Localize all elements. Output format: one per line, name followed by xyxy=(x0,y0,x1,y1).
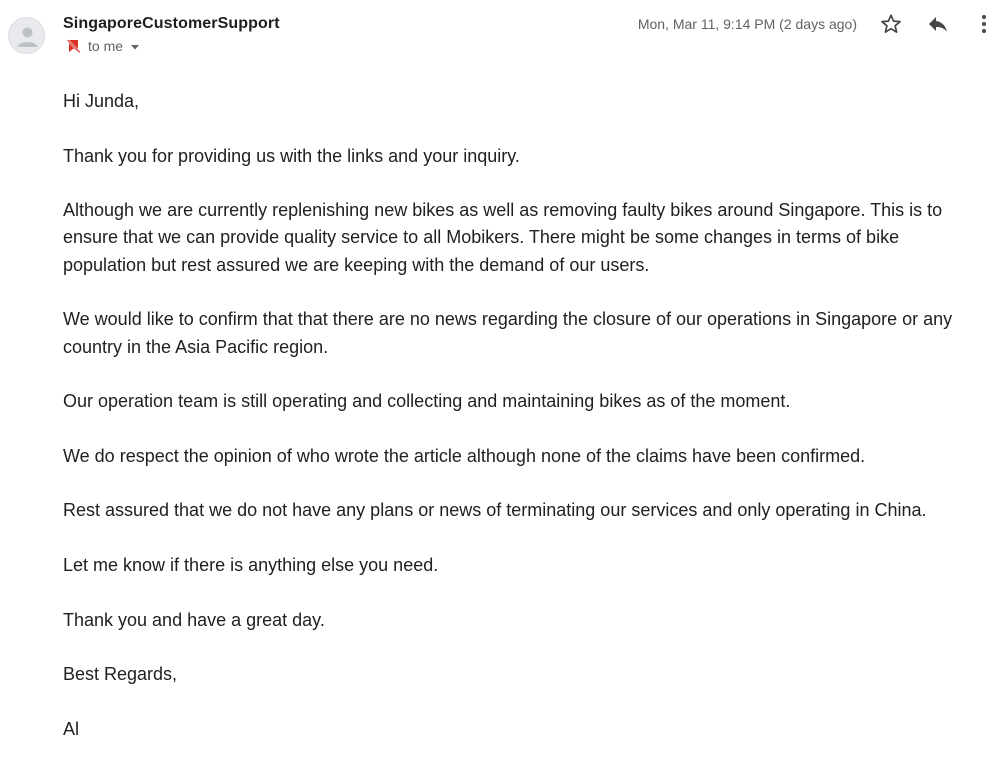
body-paragraph: We would like to confirm that that there are no news regarding the closure of our operations in Singapore or any country in the Asia Pacific region. xyxy=(63,309,953,357)
sender-name[interactable]: SingaporeCustomerSupport xyxy=(63,15,280,32)
message-date: Mon, Mar 11, 9:14 PM (2 days ago) xyxy=(637,16,857,32)
reply-icon xyxy=(926,12,950,36)
avatar-placeholder-icon xyxy=(9,18,45,54)
body-paragraph: Let me know if there is anything else you need. xyxy=(63,555,439,576)
message-header xyxy=(0,0,1000,80)
body-paragraph: Thank you for providing us with the links and your inquiry. xyxy=(63,145,520,166)
body-paragraph: Thank you and have a great day. xyxy=(63,609,325,630)
star-button[interactable] xyxy=(877,10,905,38)
body-paragraph: Rest assured that we do not have any plans or news of terminating our services and only operating in China. xyxy=(63,500,927,521)
important-label-icon[interactable] xyxy=(66,38,82,54)
sender-avatar[interactable] xyxy=(8,17,45,54)
more-vertical-icon xyxy=(972,12,996,36)
signature: Al xyxy=(63,718,80,739)
body-paragraph: Our operation team is still operating and collecting and maintaining bikes as of the moment. xyxy=(63,391,791,412)
recipient-row[interactable] xyxy=(66,38,140,54)
more-options-button[interactable] xyxy=(970,10,998,38)
message-body xyxy=(63,88,973,770)
recipient-label: to me xyxy=(88,38,124,54)
body-paragraph: Although we are currently replenishing new bikes as well as removing faulty bikes around Singapore. This is to ensure that we can provide quality service to all Mobikers. There might be some changes in terms of bike population but rest assured we are keeping with the demand of our users. xyxy=(63,200,943,275)
reply-button[interactable] xyxy=(924,10,952,38)
star-outline-icon xyxy=(879,12,903,36)
body-paragraph: We do respect the opinion of who wrote the article although none of the claims have been confirmed. xyxy=(63,445,866,466)
sign-off: Best Regards, xyxy=(63,664,178,685)
greeting: Hi Junda, xyxy=(63,91,140,111)
chevron-down-icon[interactable] xyxy=(130,42,140,52)
